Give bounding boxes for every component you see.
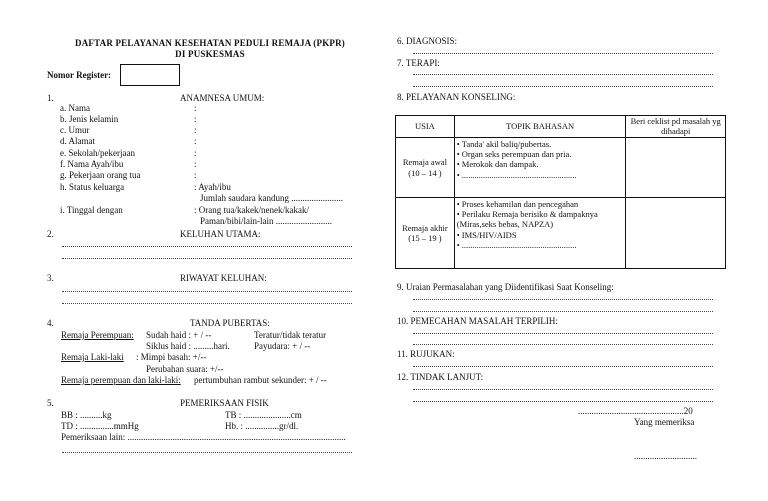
section-6-diagnosis: 6. DIAGNOSIS: — [397, 36, 458, 46]
pemeriksaan-lain-line-2[interactable] — [62, 452, 352, 453]
ceklist-cell[interactable] — [626, 198, 726, 269]
form-title-line1: DAFTAR PELAYANAN KESEHATAN PEDULI REMAJA (PKPR) — [75, 38, 345, 48]
sign-line[interactable]: ............................ — [634, 451, 697, 461]
list-item: • Organ seks perempuan dan pria. — [457, 149, 624, 159]
field-alamat-value[interactable]: : — [194, 136, 197, 146]
list-item: • Tanda' akil baliq/pubertas. — [457, 139, 624, 149]
list-item: • ...................................................... — [457, 240, 624, 250]
field-sekolah-label: e. Sekolah/pekerjaan — [60, 148, 135, 158]
section-4-title: TANDA PUBERTAS: — [190, 318, 270, 328]
section-1-title: ANAMNESA UMUM: — [180, 93, 265, 103]
field-status-keluarga-value[interactable]: : Ayah/ibu — [194, 182, 231, 192]
field-pekerjaan-ortu-value[interactable]: : — [194, 170, 197, 180]
col-ceklist-header: Beri ceklist pd masalah yg dihadapi — [626, 116, 726, 138]
field-sekolah-value[interactable]: : — [194, 148, 197, 158]
ceklist-cell[interactable] — [626, 138, 726, 198]
terapi-line-1[interactable] — [413, 74, 713, 75]
field-status-keluarga-label: h. Status keluarga — [60, 182, 125, 192]
section-9-uraian: 9. Uraian Permasalahan yang Diidentifikasi Saat Konseling: — [397, 282, 614, 292]
field-nama-value[interactable]: : — [194, 103, 197, 113]
keluhan-line-1[interactable] — [62, 246, 352, 247]
field-td[interactable]: TD : ...............mmHg — [61, 421, 139, 431]
remaja-laki-label: Remaja Laki-laki — [61, 352, 124, 362]
sudah-haid[interactable]: Sudah haid : + / -- — [146, 330, 212, 340]
section-12-tindak-lanjut: 12. TINDAK LANJUT: — [397, 372, 484, 382]
uraian-line-1[interactable] — [413, 299, 713, 300]
riwayat-line-1[interactable] — [62, 291, 352, 292]
table-row — [396, 198, 726, 269]
section-5-title: PEMERIKSAAN FISIK — [180, 398, 269, 408]
form-title-line2: DI PUSKESMAS — [175, 48, 245, 59]
usia-range: (10 – 14 ) — [408, 167, 442, 178]
field-tb[interactable]: TB : .....................cm — [225, 410, 302, 420]
field-tinggal-value-2[interactable]: Paman/bibi/lain-lain ......................... — [200, 216, 332, 226]
col-usia-header: USIA — [396, 116, 455, 138]
field-pekerjaan-ortu-label: g. Pekerjaan orang tua — [60, 170, 141, 180]
konseling-table — [395, 115, 726, 269]
section-2-title: KELUHAN UTAMA: — [180, 229, 261, 239]
nomor-register-field[interactable] — [120, 64, 180, 86]
field-jenis-kelamin-value[interactable]: : — [194, 114, 197, 124]
field-nama-label: a. Nama — [60, 103, 90, 113]
field-nama-ayah-ibu-value[interactable]: : — [194, 159, 197, 169]
section-8-konseling: 8. PELAYANAN KONSELING: — [397, 92, 516, 102]
remaja-both-label: Remaja perempuan dan laki-laki: — [61, 375, 181, 385]
field-hb[interactable]: Hb. : ...............gr/dl. — [225, 421, 299, 431]
teratur-haid[interactable]: Teratur/tidak teratur — [254, 330, 327, 340]
pemecahan-line-2[interactable] — [413, 344, 713, 345]
section-7-terapi: 7. TERAPI: — [397, 58, 440, 68]
usia-range: (15 – 19 ) — [408, 233, 442, 243]
list-item: • ...................................................... — [457, 170, 624, 180]
list-item: • Proses kehamilan dan pencegahan — [457, 199, 624, 209]
field-nama-ayah-ibu-label: f. Nama Ayah/ibu — [60, 159, 124, 169]
section-3-title: RIWAYAT KELUHAN: — [180, 273, 267, 283]
topik-cell — [454, 138, 626, 198]
field-jumlah-saudara[interactable]: Jumlah saudara kandung ....................... — [200, 193, 343, 203]
tindak-lanjut-line-2[interactable] — [413, 401, 713, 402]
col-topik-header: TOPIK BAHASAN — [454, 116, 626, 138]
field-umur-label: c. Umur — [60, 125, 90, 135]
terapi-line-2[interactable] — [413, 86, 713, 87]
field-bb[interactable]: BB : ..........kg — [61, 410, 112, 420]
sign-label: Yang memeriksa — [634, 417, 695, 427]
mimpi-basah[interactable]: : Mimpi basah: +/-- — [136, 352, 207, 362]
uraian-line-2[interactable] — [413, 311, 713, 312]
section-5-number: 5. — [47, 398, 54, 408]
section-10-pemecahan: 10. PEMECAHAN MASALAH TERPILIH: — [397, 316, 558, 326]
section-4-number: 4. — [47, 318, 54, 328]
section-1-number: 1. — [47, 93, 54, 103]
field-alamat-label: d. Alamat — [60, 136, 95, 146]
rujukan-line[interactable] — [413, 366, 713, 367]
field-tinggal-label: i. Tinggal dengan — [60, 205, 123, 215]
pemecahan-line-1[interactable] — [413, 333, 713, 334]
diagnosis-line[interactable] — [413, 53, 713, 54]
remaja-perempuan-label: Remaja Perempuan: — [61, 330, 134, 340]
field-umur-value[interactable]: : — [194, 125, 197, 135]
sign-date[interactable]: ...............................................20 — [578, 406, 693, 416]
list-item: • Merokok dan dampak. — [457, 159, 624, 169]
table-row — [396, 138, 726, 198]
section-2-number: 2. — [47, 229, 54, 239]
usia-label: Remaja akhir — [402, 222, 448, 233]
section-3-number: 3. — [47, 273, 54, 283]
list-item: • IMS/HIV/AIDS — [457, 230, 624, 240]
rambut-sekunder[interactable]: pertumbuhan rambut sekunder: + / -- — [194, 375, 327, 385]
usia-label: Remaja awal — [402, 157, 447, 168]
keluhan-line-2[interactable] — [62, 258, 352, 259]
field-tinggal-value[interactable]: : Orang tua/kakek/nenek/kakak/ — [194, 205, 309, 215]
nomor-register-label: Nomor Register: — [47, 70, 112, 80]
usia-cell — [396, 198, 455, 269]
pemeriksaan-lain[interactable]: Pemeriksaan lain: ................................................................................................. — [61, 432, 346, 442]
usia-cell — [396, 138, 455, 198]
field-jenis-kelamin-label: b. Jenis kelamin — [60, 114, 119, 124]
section-11-rujukan: 11. RUJUKAN: — [397, 349, 455, 359]
topik-cell — [454, 198, 626, 269]
form-title — [60, 38, 360, 60]
tindak-lanjut-line-1[interactable] — [413, 389, 713, 390]
perubahan-suara[interactable]: Perubahan suara: +/-- — [146, 364, 224, 374]
list-item: • Perilaku Remaja berisiko & dampaknya (Miras,seks bebas, NAPZA) — [457, 209, 624, 229]
siklus-haid[interactable]: Siklus haid : .........hari. — [146, 341, 230, 351]
payudara[interactable]: Payudara: + / -- — [254, 341, 311, 351]
riwayat-line-2[interactable] — [62, 303, 352, 304]
